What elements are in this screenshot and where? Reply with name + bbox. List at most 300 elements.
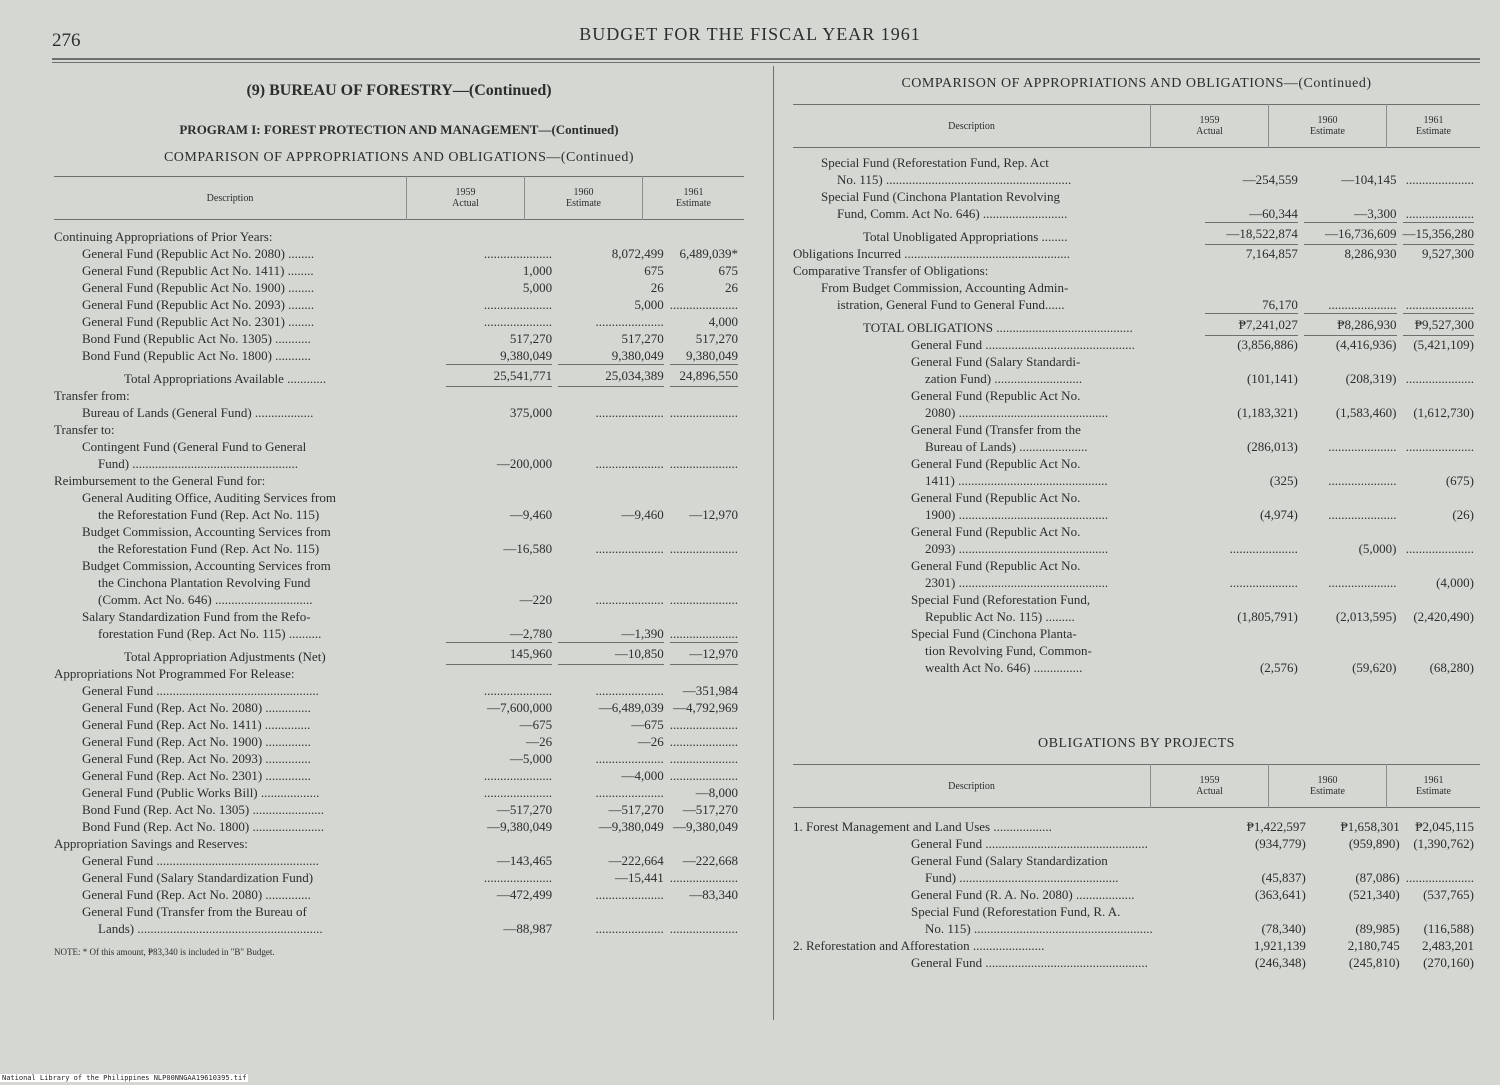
value-1960: —104,145: [1341, 172, 1397, 187]
value-1959: [446, 903, 558, 920]
table-row: [54, 347, 744, 364]
value-1960: [558, 387, 670, 404]
value-1960: [558, 489, 670, 506]
value-1960: .....................: [595, 541, 664, 556]
table-row: [793, 540, 1480, 557]
value-1959: .....................: [1229, 541, 1298, 556]
value-1960: [1304, 591, 1403, 608]
value-1961: [670, 903, 744, 920]
row-description: Special Fund (Reforestation Fund, R. A.: [911, 904, 1121, 919]
table-row: [54, 920, 744, 937]
row-description: General Fund ..............................................: [911, 337, 1135, 352]
value-1960: 8,286,930: [1344, 246, 1397, 261]
table-row: [54, 835, 744, 852]
value-1961: [1403, 591, 1481, 608]
value-1960: —222,664: [608, 853, 664, 868]
value-1959: —60,344: [1249, 206, 1298, 221]
value-1959: —9,460: [509, 507, 553, 522]
value-1959: [1218, 852, 1312, 869]
value-1961: (26): [1452, 507, 1474, 522]
value-1961: (537,765): [1423, 887, 1474, 902]
value-1959: [446, 228, 558, 245]
table-row: [793, 370, 1480, 387]
row-description: General Fund (Republic Act No. 2080) ........: [82, 246, 315, 261]
value-1960: (5,000): [1358, 541, 1397, 556]
table-row: [54, 557, 744, 574]
value-1961: [670, 557, 744, 574]
row-description: forestation Fund (Rep. Act No. 115) ..........: [98, 626, 322, 641]
value-1959: —472,499: [496, 887, 553, 902]
value-1961: —83,340: [689, 887, 738, 902]
row-description: General Fund (Republic Act No. 2093) ........: [82, 297, 315, 312]
row-description: General Fund (Republic Act No.: [911, 388, 1081, 403]
table-row: [793, 835, 1480, 852]
row-description: Bond Fund (Republic Act No. 1305) ...........: [82, 331, 311, 346]
value-1960: .....................: [595, 751, 664, 766]
table-row: [793, 625, 1480, 642]
row-description: Bond Fund (Rep. Act No. 1305) ......................: [82, 802, 324, 817]
row-description: Appropriations Not Programmed For Release:: [54, 666, 295, 681]
row-description: 1. Forest Management and Land Uses ..................: [793, 819, 1052, 834]
table-row: [793, 886, 1480, 903]
row-description: (Comm. Act No. 646) ..............................: [98, 592, 313, 607]
table-row: [793, 336, 1480, 353]
value-1960: (87,086): [1355, 870, 1400, 885]
value-1961: 26: [725, 280, 738, 295]
value-1959: ₱1,422,597: [1246, 819, 1306, 834]
row-description: 2. Reforestation and Afforestation ......................: [793, 938, 1045, 953]
row-description: Special Fund (Reforestation Fund, Rep. Act: [821, 155, 1049, 170]
value-1960: [1304, 625, 1403, 642]
value-1959: .....................: [1229, 575, 1298, 590]
value-1960: [558, 228, 670, 245]
value-1959: —18,522,874: [1205, 222, 1304, 245]
row-description: General Fund (Salary Standardi-: [911, 354, 1081, 369]
table-row: [54, 245, 744, 262]
row-description: wealth Act No. 646) ...............: [925, 660, 1083, 675]
value-1959: [1205, 188, 1304, 205]
row-description: General Fund (Republic Act No.: [911, 558, 1081, 573]
value-1959: (3,856,886): [1237, 337, 1298, 352]
table-row: [54, 387, 744, 404]
header-1959: 1959 Actual: [407, 177, 525, 220]
row-description: General Fund (Rep. Act No. 2093) ..............: [82, 751, 311, 766]
value-1961: —8,000: [695, 785, 738, 800]
row-description: General Fund (Public Works Bill) ..................: [82, 785, 320, 800]
table-row: [793, 659, 1480, 676]
value-1959: —200,000: [496, 456, 553, 471]
row-description: No. 115) .........................................................: [837, 172, 1072, 187]
value-1959: [446, 523, 558, 540]
table-row: [54, 767, 744, 784]
header-rule: [52, 58, 1480, 60]
value-1961: —222,668: [682, 853, 738, 868]
column-divider: [773, 66, 774, 1020]
value-1961: 517,270: [695, 331, 738, 346]
row-description: General Fund (Salary Standardization: [911, 853, 1108, 868]
value-1960: —4,000: [621, 768, 664, 783]
table-row: [793, 523, 1480, 540]
value-1959: [1205, 642, 1304, 659]
table-row: [54, 228, 744, 245]
header-description: Description: [206, 192, 254, 204]
value-1961: .....................: [1405, 870, 1474, 885]
header-1959: 1959 Actual: [1151, 105, 1269, 148]
value-1961: [670, 421, 744, 438]
value-1960: (2,013,595): [1335, 609, 1397, 624]
row-description: 2301) ..............................................: [925, 575, 1109, 590]
table-row: [793, 869, 1480, 886]
value-1960: 517,270: [621, 331, 664, 346]
value-1959: 7,164,857: [1245, 246, 1298, 261]
value-1961: .....................: [669, 768, 738, 783]
table-row: [54, 886, 744, 903]
projects-title: OBLIGATIONS BY PROJECTS: [1038, 736, 1235, 751]
value-1959: 517,270: [509, 331, 553, 346]
table-row: [54, 784, 744, 801]
value-1961: —351,984: [682, 683, 738, 698]
value-1960: [558, 903, 670, 920]
value-1960: —10,850: [558, 642, 670, 665]
row-description: 2080) ..............................................: [925, 405, 1109, 420]
value-1960: —16,736,609: [1304, 222, 1403, 245]
row-description: General Fund ..................................................: [911, 955, 1148, 970]
row-description: Special Fund (Cinchona Planta-: [911, 626, 1077, 641]
value-1961: .....................: [1405, 541, 1474, 556]
value-1959: .....................: [483, 785, 553, 800]
value-1959: [1205, 421, 1304, 438]
value-1959: 25,541,771: [446, 364, 558, 387]
value-1959: 145,960: [446, 642, 558, 665]
running-head: BUDGET FOR THE FISCAL YEAR 1961: [579, 24, 921, 44]
table-row: [793, 387, 1480, 404]
footnote: NOTE: * Of this amount, ₱83,340 is included in "B" Budget.: [54, 947, 275, 957]
value-1960: 2,180,745: [1347, 938, 1400, 953]
value-1959: (325): [1269, 473, 1298, 488]
row-description: Salary Standardization Fund from the Refo-: [82, 609, 311, 624]
row-description: General Fund (Salary Standardization Fund): [82, 870, 314, 885]
value-1959: 76,170: [1262, 297, 1298, 312]
value-1960: [1312, 852, 1406, 869]
value-1961: [1403, 557, 1481, 574]
header-description: Description: [948, 780, 995, 792]
value-1961: [1403, 154, 1481, 171]
table-row: [54, 642, 744, 665]
value-1960: —15,441: [615, 870, 664, 885]
value-1959: [1205, 523, 1304, 540]
right-table: [793, 154, 1480, 676]
table-row: [793, 205, 1480, 222]
value-1961: —15,356,280: [1403, 222, 1481, 245]
row-description: 2093) ..............................................: [925, 541, 1109, 556]
row-description: Bond Fund (Rep. Act No. 1800) ......................: [82, 819, 324, 834]
row-description: General Fund (Republic Act No. 1411) ........: [82, 263, 314, 278]
row-description: General Fund (Rep. Act No. 1900) ..............: [82, 734, 311, 749]
value-1959: .....................: [483, 768, 553, 783]
value-1960: .....................: [1328, 297, 1397, 312]
table-row: [793, 852, 1480, 869]
value-1961: .....................: [1405, 371, 1474, 386]
value-1959: 375,000: [509, 405, 553, 420]
row-description: Obligations Incurred ...................................................: [793, 246, 1070, 261]
right-table-header: [793, 104, 1480, 148]
value-1960: ₱8,286,930: [1304, 313, 1403, 336]
row-description: Republic Act No. 115) .........: [925, 609, 1075, 624]
value-1961: [1403, 353, 1481, 370]
table-row: [793, 188, 1480, 205]
value-1960: [1304, 489, 1403, 506]
value-1960: —9,460: [621, 507, 664, 522]
value-1959: [1205, 625, 1304, 642]
value-1961: —12,970: [689, 507, 738, 522]
value-1959: .....................: [483, 297, 553, 312]
value-1959: [1205, 353, 1304, 370]
value-1961: (68,280): [1429, 660, 1474, 675]
table-row: [54, 869, 744, 886]
table-row: [793, 472, 1480, 489]
value-1960: [1304, 262, 1403, 279]
value-1961: .....................: [1405, 297, 1474, 312]
value-1961: [670, 489, 744, 506]
row-description: Special Fund (Reforestation Fund,: [911, 592, 1091, 607]
value-1960: (59,620): [1352, 660, 1397, 675]
value-1961: [1403, 387, 1481, 404]
table-row: [54, 364, 744, 387]
value-1959: (101,141): [1246, 371, 1298, 386]
header-description: Description: [948, 120, 995, 132]
row-description: Bureau of Lands (General Fund) ..................: [82, 405, 314, 420]
row-description: 1411) ..............................................: [925, 473, 1108, 488]
table-row: [54, 506, 744, 523]
row-description: Total Unobligated Appropriations ........: [863, 229, 1068, 244]
table-row: [54, 330, 744, 347]
table-row: [793, 222, 1480, 245]
table-row: [54, 716, 744, 733]
value-1959: [446, 387, 558, 404]
value-1960: —1,390: [621, 626, 664, 641]
value-1959: —220: [519, 592, 553, 607]
header-1960: 1960 Estimate: [525, 177, 643, 220]
value-1961: [670, 523, 744, 540]
table-row: [54, 665, 744, 682]
table-row: [54, 313, 744, 330]
value-1960: ₱1,658,301: [1340, 819, 1400, 834]
value-1959: .....................: [483, 246, 553, 261]
value-1960: [1304, 279, 1403, 296]
value-1961: .....................: [669, 870, 738, 885]
table-row: [54, 421, 744, 438]
table-row: [793, 154, 1480, 171]
row-description: Bond Fund (Republic Act No. 1800) ...........: [82, 348, 311, 363]
row-description: Budget Commission, Accounting Services from: [82, 558, 331, 573]
value-1959: (45,837): [1261, 870, 1306, 885]
value-1961: [670, 665, 744, 682]
value-1961: .....................: [669, 921, 738, 936]
table-row: [793, 404, 1480, 421]
header-1961: 1961 Estimate: [1387, 765, 1481, 808]
value-1960: .....................: [595, 887, 664, 902]
row-description: Fund) ...................................................: [98, 456, 299, 471]
table-row: [54, 801, 744, 818]
table-row: [793, 591, 1480, 608]
value-1960: .....................: [595, 592, 664, 607]
page-number: 276: [52, 30, 81, 51]
value-1960: [558, 421, 670, 438]
row-description: Fund, Comm. Act No. 646) ..........................: [837, 206, 1068, 221]
value-1960: [1304, 455, 1403, 472]
value-1959: (934,779): [1254, 836, 1306, 851]
row-description: Comparative Transfer of Obligations:: [793, 263, 989, 278]
value-1960: —9,380,049: [598, 819, 664, 834]
value-1961: .....................: [669, 405, 738, 420]
row-description: General Fund (Republic Act No.: [911, 524, 1081, 539]
value-1959: (78,340): [1261, 921, 1306, 936]
value-1959: [446, 472, 558, 489]
row-description: General Fund ..................................................: [82, 853, 319, 868]
table-row: [54, 608, 744, 625]
value-1959: [1205, 279, 1304, 296]
value-1960: .....................: [1328, 473, 1397, 488]
value-1959: —9,380,049: [487, 819, 553, 834]
row-description: 1900) ..............................................: [925, 507, 1109, 522]
row-description: istration, General Fund to General Fund......: [837, 297, 1065, 312]
table-row: [793, 608, 1480, 625]
value-1960: —517,270: [608, 802, 664, 817]
value-1960: [558, 523, 670, 540]
value-1961: .....................: [1405, 439, 1474, 454]
value-1961: —12,970: [670, 642, 744, 665]
value-1959: [446, 574, 558, 591]
row-description: Bureau of Lands) .....................: [925, 439, 1088, 454]
value-1960: [558, 472, 670, 489]
value-1959: —517,270: [496, 802, 553, 817]
row-description: General Fund (Rep. Act No. 2080) ..............: [82, 887, 311, 902]
value-1959: —7,600,000: [487, 700, 553, 715]
value-1959: —88,987: [503, 921, 553, 936]
table-row: [54, 296, 744, 313]
row-description: Total Appropriations Available ............: [124, 371, 327, 386]
table-row: [54, 574, 744, 591]
value-1959: (4,974): [1259, 507, 1298, 522]
row-description: zation Fund) ...........................: [925, 371, 1083, 386]
projects-table-header: [793, 764, 1480, 808]
value-1960: [1304, 523, 1403, 540]
value-1960: [558, 557, 670, 574]
value-1961: .....................: [1405, 206, 1474, 221]
value-1961: —517,270: [682, 802, 738, 817]
value-1959: [446, 421, 558, 438]
value-1959: (2,576): [1259, 660, 1298, 675]
row-description: General Fund (Rep. Act No. 2301) ..............: [82, 768, 311, 783]
table-row: [793, 245, 1480, 262]
value-1961: [1403, 421, 1481, 438]
value-1960: (245,810): [1348, 955, 1400, 970]
row-description: Appropriation Savings and Reserves:: [54, 836, 248, 851]
header-rule-thin: [52, 62, 1480, 63]
row-description: Fund) .................................................: [925, 870, 1119, 885]
value-1960: [1304, 421, 1403, 438]
value-1961: 6,489,039*: [679, 246, 738, 261]
value-1959: 9,380,049: [500, 348, 553, 363]
value-1960: [1304, 387, 1403, 404]
header-1961: 1961 Estimate: [643, 177, 745, 220]
header-1961: 1961 Estimate: [1387, 105, 1481, 148]
right-comparison-title: COMPARISON OF APPROPRIATIONS AND OBLIGATIONS—(Continued): [901, 76, 1372, 91]
row-description: Transfer to:: [54, 422, 115, 437]
value-1961: (2,420,490): [1413, 609, 1474, 624]
row-description: Total Appropriation Adjustments (Net): [124, 649, 326, 664]
table-row: [793, 818, 1480, 835]
table-row: [54, 523, 744, 540]
value-1959: .....................: [483, 870, 553, 885]
table-row: [54, 262, 744, 279]
value-1959: (363,641): [1254, 887, 1306, 902]
row-description: Lands) .........................................................: [98, 921, 323, 936]
table-row: [54, 489, 744, 506]
value-1959: [1205, 591, 1304, 608]
row-description: General Fund (Republic Act No. 1900) ........: [82, 280, 315, 295]
value-1959: [446, 557, 558, 574]
value-1960: 9,380,049: [611, 348, 664, 363]
value-1961: [670, 387, 744, 404]
left-table: [54, 228, 744, 937]
table-row: [54, 733, 744, 750]
value-1960: [558, 665, 670, 682]
value-1961: [1403, 523, 1481, 540]
table-row: [793, 954, 1480, 971]
value-1961: .....................: [669, 541, 738, 556]
value-1961: [1406, 903, 1480, 920]
row-description: General Auditing Office, Auditing Services from: [82, 490, 336, 505]
value-1960: 26: [650, 280, 664, 295]
value-1961: [670, 438, 744, 455]
row-description: General Fund (Rep. Act No. 1411) ..............: [82, 717, 311, 732]
row-description: General Fund (Transfer from the Bureau of: [82, 904, 307, 919]
row-description: General Fund (Republic Act No. 2301) ........: [82, 314, 315, 329]
row-description: General Fund (Republic Act No.: [911, 490, 1081, 505]
table-row: [54, 852, 744, 869]
table-row: [54, 404, 744, 421]
value-1960: —26: [637, 734, 664, 749]
value-1960: 675: [644, 263, 664, 278]
value-1961: (1,390,762): [1413, 836, 1474, 851]
value-1959: —675: [519, 717, 553, 732]
value-1961: (4,000): [1436, 575, 1474, 590]
value-1959: [1205, 489, 1304, 506]
table-row: [793, 937, 1480, 954]
value-1960: 8,072,499: [611, 246, 664, 261]
value-1961: [1403, 188, 1481, 205]
value-1961: 9,380,049: [686, 348, 738, 363]
value-1960: (521,340): [1348, 887, 1400, 902]
value-1959: [446, 665, 558, 682]
value-1961: —9,380,049: [673, 819, 738, 834]
scan-footer: National Library of the Philippines NLP00NNGAA19610395.tif: [2, 1074, 247, 1082]
value-1961: (675): [1445, 473, 1474, 488]
row-description: Budget Commission, Accounting Services from: [82, 524, 331, 539]
value-1959: 1,000: [522, 263, 553, 278]
table-row: [54, 472, 744, 489]
value-1959: (1,183,321): [1237, 405, 1298, 420]
value-1959: ₱7,241,027: [1205, 313, 1304, 336]
table-row: [793, 903, 1480, 920]
value-1960: (208,319): [1345, 371, 1397, 386]
value-1961: 675: [718, 263, 738, 278]
value-1959: (286,013): [1246, 439, 1298, 454]
value-1959: [1205, 557, 1304, 574]
value-1959: [1205, 154, 1304, 171]
value-1960: (1,583,460): [1335, 405, 1397, 420]
